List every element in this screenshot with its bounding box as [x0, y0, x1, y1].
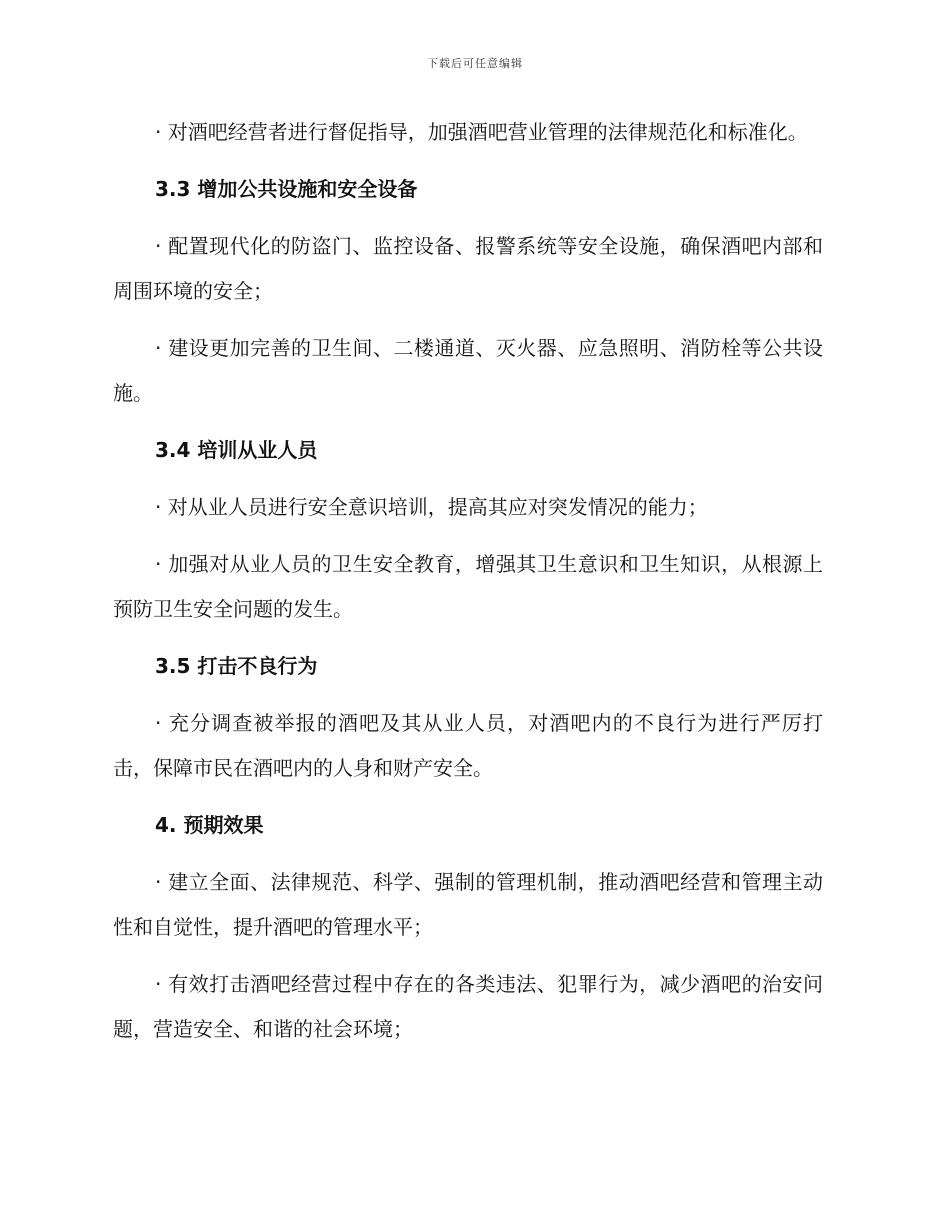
- section-heading-4: 4. 预期效果: [155, 813, 264, 837]
- paragraph-crackdown: · 充分调查被举报的酒吧及其从业人员，对酒吧内的不良行为进行严厉打击，保障市民在酒吧内的人身和财产安全。: [113, 711, 823, 780]
- paragraph-safety-training: · 对从业人员进行安全意识培训，提高其应对突发情况的能力；: [155, 495, 708, 519]
- paragraph-security-facilities: · 配置现代化的防盗门、监控设备、报警系统等安全设施，确保酒吧内部和周围环境的安全；: [113, 234, 823, 303]
- paragraph-management-mechanism: · 建立全面、法律规范、科学、强制的管理机制，推动酒吧经营和管理主动性和自觉性，提升酒吧的管理水平；: [113, 870, 823, 939]
- paragraph-hygiene-education: · 加强对从业人员的卫生安全教育，增强其卫生意识和卫生知识，从根源上预防卫生安全问题的发生。: [113, 552, 823, 621]
- section-heading-3-3: 3.3 增加公共设施和安全设备: [155, 177, 418, 201]
- document-body: [113, 110, 823, 1052]
- paragraph-social-environment: · 有效打击酒吧经营过程中存在的各类违法、犯罪行为，减少酒吧的治安问题，营造安全、和谐的社会环境；: [113, 972, 823, 1041]
- paragraph-supervision-guidance: · 对酒吧经营者进行督促指导，加强酒吧营业管理的法律规范化和标准化。: [155, 120, 808, 144]
- section-heading-3-4: 3.4 培训从业人员: [155, 438, 318, 462]
- section-heading-3-5: 3.5 打击不良行为: [155, 654, 318, 678]
- running-header: 下载后可任意编辑: [427, 57, 523, 70]
- paragraph-public-facilities: · 建设更加完善的卫生间、二楼通道、灭火器、应急照明、消防栓等公共设施。: [113, 336, 823, 405]
